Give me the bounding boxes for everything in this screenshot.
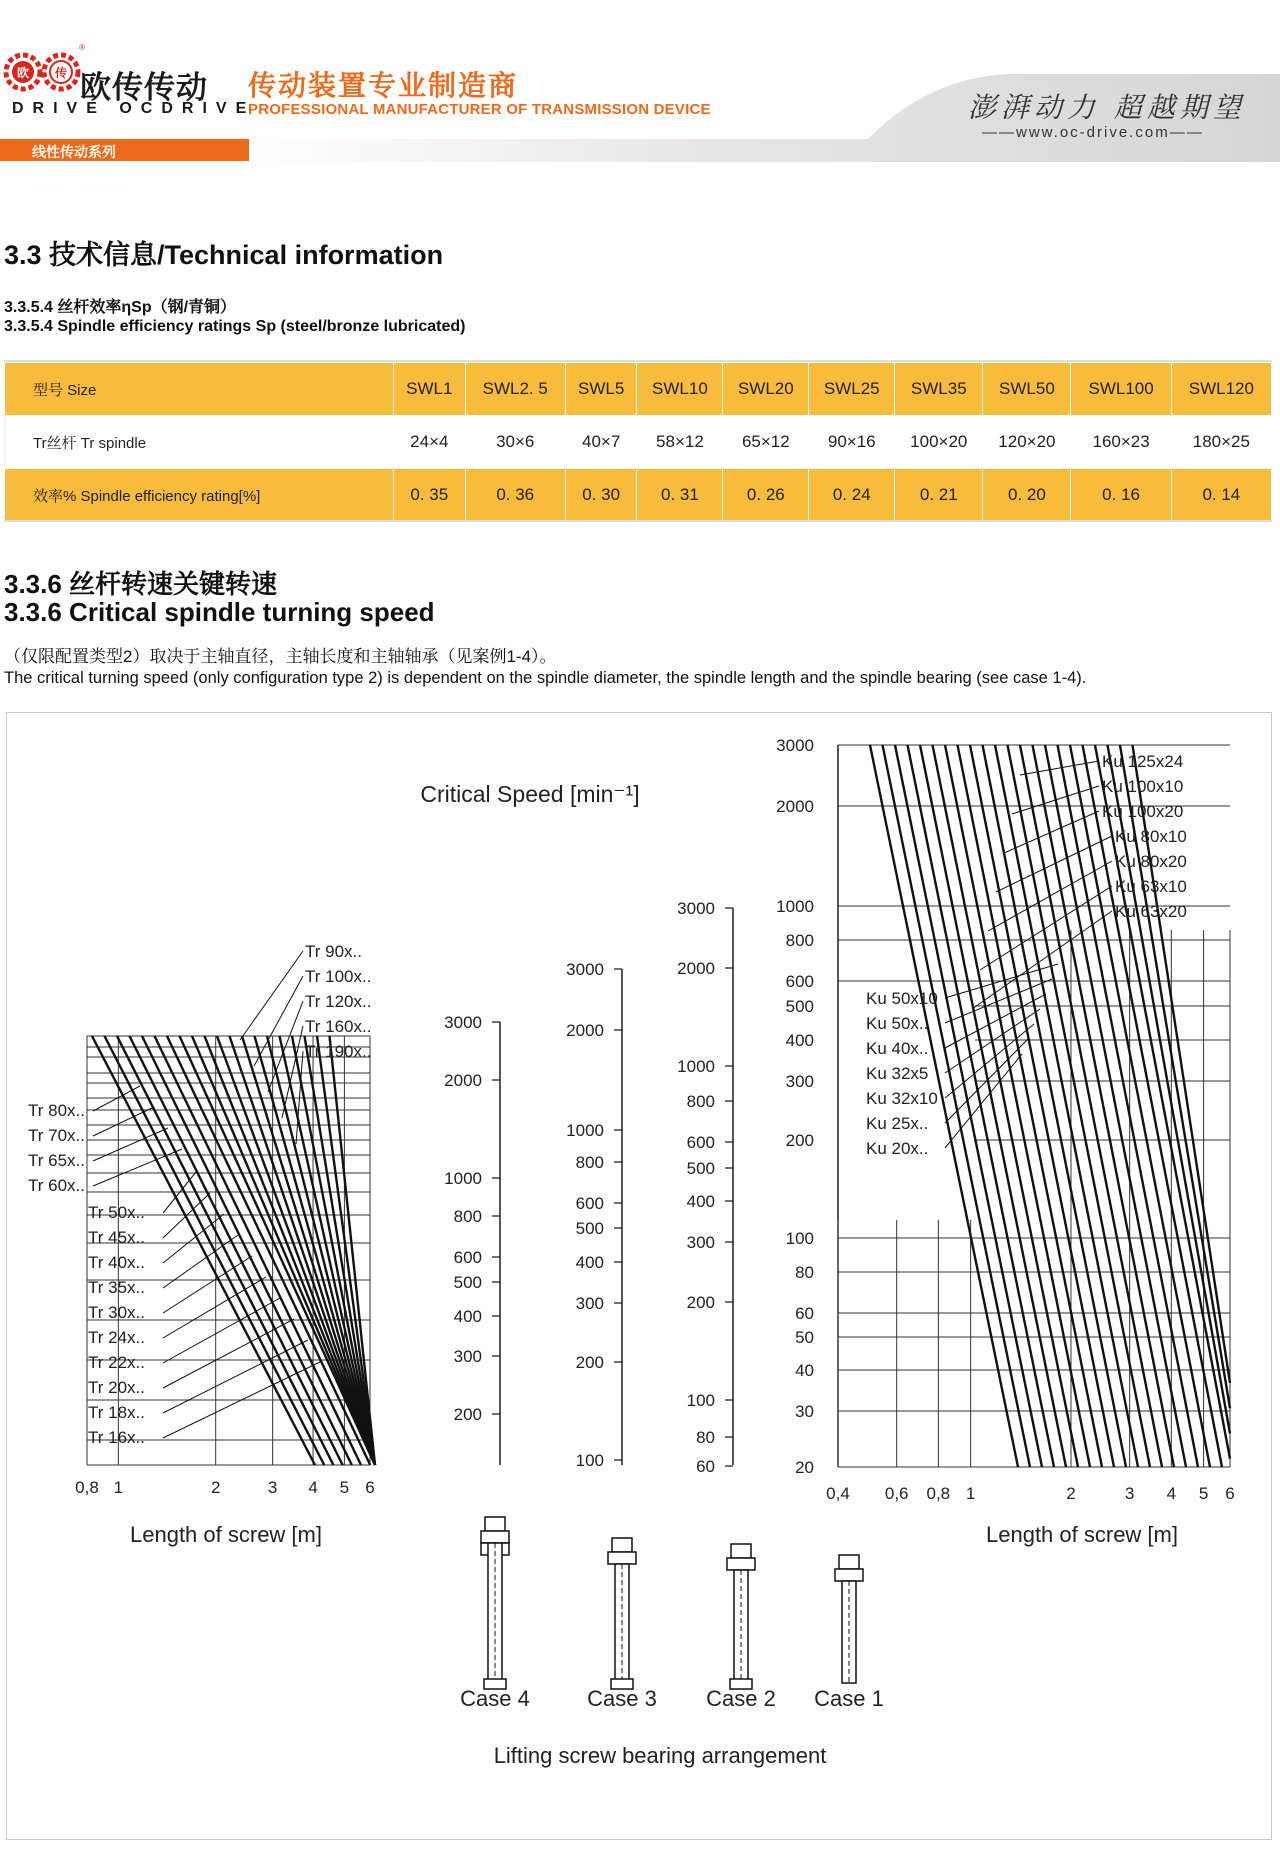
scale-case2-tick-label: 3000	[677, 899, 715, 918]
x-tick-label: 0,8	[75, 1478, 99, 1497]
x-tick-label: 5	[1198, 1484, 1209, 1503]
series-label: Tr 22x..	[88, 1353, 145, 1372]
y-tick-label: 300	[785, 1072, 814, 1091]
size-cell: SWL10	[637, 363, 723, 416]
series-label: Tr 190x..	[305, 1042, 372, 1061]
size-cell: SWL5	[565, 363, 637, 416]
brand-name-en: DRIVE OCDRIVE	[12, 100, 256, 117]
row-label-spindle: Tr丝杆 Tr spindle	[5, 416, 394, 469]
series-label: 线性传动系列	[32, 144, 116, 160]
y-tick-label: 3000	[776, 736, 814, 755]
slogan-en: PROFESSIONAL MANUFACTURER OF TRANSMISSION DEVICE	[248, 101, 711, 118]
row-label-size: 型号 Size	[5, 363, 394, 416]
scale-case4-tick-label: 800	[453, 1207, 482, 1226]
spindle-cell: 24×4	[394, 416, 466, 469]
leader-line	[93, 1107, 154, 1136]
spindle-cell: 160×23	[1071, 416, 1171, 469]
x-tick-label: 2	[1066, 1484, 1076, 1503]
x-tick-label: 3	[267, 1478, 278, 1497]
scale-case4-tick-label: 1000	[444, 1169, 482, 1188]
series-label: Ku 63x10	[1115, 877, 1187, 896]
series-label: Tr 30x..	[88, 1303, 145, 1322]
series-label: Ku 100x10	[1102, 777, 1184, 796]
y-tick-label: 600	[785, 972, 814, 991]
series-line	[205, 1036, 376, 1465]
series-label: Ku 80x10	[1115, 827, 1187, 846]
case-label: Case 4	[460, 1686, 530, 1711]
left-chart	[28, 942, 375, 1497]
efficiency-cell: 0. 20	[983, 469, 1071, 522]
scale-case4-tick-label: 2000	[444, 1071, 482, 1090]
brand-name-cn: 欧传传动	[80, 70, 208, 105]
y-tick-label: 2000	[776, 797, 814, 816]
series-label: Ku 50x10	[866, 989, 938, 1008]
y-tick-label: 50	[795, 1328, 814, 1347]
series-line	[280, 1036, 376, 1465]
scale-case2-tick-label: 60	[696, 1457, 715, 1476]
leader-line	[163, 1298, 280, 1363]
series-line	[920, 745, 1066, 1467]
scale-case3-tick-label: 400	[575, 1253, 604, 1272]
series-label: Ku 63x20	[1115, 902, 1187, 921]
right-chart	[776, 736, 1235, 1503]
website-link[interactable]: ——www.oc-drive.com——	[982, 124, 1204, 141]
scale-case2-tick-label: 800	[686, 1092, 715, 1111]
section-title: 3.3 技术信息/Technical information	[4, 240, 444, 270]
x-tick-label: 0,6	[884, 1484, 909, 1503]
scale-case4-tick-label: 3000	[444, 1013, 482, 1032]
series-label: Tr 160x..	[305, 1017, 372, 1036]
bearing-housing-icon	[727, 1558, 755, 1570]
size-cell: SWL100	[1071, 363, 1171, 416]
critical-title-cn: 3.3.6 丝杆转速关键转速	[4, 569, 278, 599]
series-line	[105, 1036, 325, 1465]
series-label: Tr 70x..	[28, 1126, 85, 1145]
series-label: Ku 32x5	[866, 1064, 929, 1083]
series-label: Ku 40x..	[866, 1039, 929, 1058]
efficiency-cell: 0. 35	[394, 469, 466, 522]
leader-line	[1012, 786, 1099, 814]
series-label: Ku 32x10	[866, 1089, 938, 1108]
y-tick-label: 40	[795, 1361, 814, 1380]
logo-char-left: 欧	[16, 66, 30, 80]
scale-case2-tick-label: 100	[686, 1391, 715, 1410]
bearing-housing-icon	[608, 1552, 636, 1564]
slogan-cn: 传动装置专业制造商	[248, 70, 519, 101]
leader-line	[163, 1256, 252, 1313]
scale-case3-tick-label: 500	[575, 1219, 604, 1238]
subsection-title-en: 3.3.5.4 Spindle efficiency ratings Sp (steel/bronze lubricated)	[4, 318, 466, 335]
size-cell: SWL20	[723, 363, 809, 416]
series-line	[292, 1036, 375, 1465]
scale-case3-tick-label: 800	[575, 1153, 604, 1172]
size-cell: SWL2. 5	[465, 363, 565, 416]
svg-text:®: ®	[79, 43, 85, 52]
left-xlabel: Length of screw [m]	[130, 1522, 322, 1547]
spindle-cell: 65×12	[723, 416, 809, 469]
right-xlabel: Length of screw [m]	[986, 1522, 1178, 1547]
series-label: Tr 60x..	[28, 1176, 85, 1195]
scale-case4-tick-label: 600	[453, 1248, 482, 1267]
series-line	[933, 745, 1079, 1467]
x-tick-label: 1	[113, 1478, 124, 1497]
scale-case3-tick-label: 3000	[566, 960, 604, 979]
scale-case4-tick-label: 300	[453, 1347, 482, 1366]
bearing-top-icon	[612, 1538, 632, 1552]
series-line	[130, 1036, 343, 1465]
x-tick-label: 0,4	[826, 1484, 850, 1503]
critical-desc-cn: （仅限配置类型2）取决于主轴直径，主轴长度和主轴轴承（见案例1-4）。	[4, 647, 557, 666]
leader-line	[163, 1277, 266, 1338]
leader-line	[93, 1128, 168, 1161]
spindle-cell: 120×20	[983, 416, 1071, 469]
series-label: Tr 100x..	[305, 967, 372, 986]
scale-case3-tick-label: 1000	[566, 1121, 604, 1140]
scale-case3-tick-label: 600	[575, 1194, 604, 1213]
y-tick-label: 400	[785, 1031, 814, 1050]
y-tick-label: 1000	[776, 897, 814, 916]
efficiency-cell: 0. 21	[895, 469, 983, 522]
case-label: Case 3	[587, 1686, 657, 1711]
bearing-housing-icon	[481, 1531, 509, 1543]
scale-case2-tick-label: 200	[686, 1293, 715, 1312]
series-label: Tr 18x..	[88, 1403, 145, 1422]
bearing-top-icon	[485, 1517, 505, 1531]
critical-title-en: 3.3.6 Critical spindle turning speed	[4, 597, 435, 627]
bearing-scales	[444, 899, 733, 1476]
scale-case2-tick-label: 500	[686, 1159, 715, 1178]
row-label-efficiency: 效率% Spindle efficiency rating[%]	[5, 469, 394, 522]
leader-line	[163, 1214, 224, 1263]
series-line	[117, 1036, 333, 1465]
x-tick-label: 1	[965, 1484, 976, 1503]
logo-char-right: 传	[54, 66, 68, 80]
bearing-case-1	[814, 1555, 884, 1711]
efficiency-cell: 0. 36	[465, 469, 565, 522]
website-text: www.oc-drive.com	[1016, 124, 1170, 141]
series-label: Ku 25x..	[866, 1114, 929, 1133]
spindle-cell: 58×12	[637, 416, 723, 469]
scale-case2-tick-label: 400	[686, 1192, 715, 1211]
spindle-cell: 90×16	[809, 416, 895, 469]
series-label: Ku 80x20	[1115, 852, 1187, 871]
x-tick-label: 6	[365, 1478, 375, 1497]
x-tick-label: 2	[210, 1478, 221, 1497]
y-tick-label: 100	[785, 1229, 814, 1248]
scale-case4-tick-label: 200	[453, 1405, 482, 1424]
scale-case2-tick-label: 2000	[677, 959, 715, 978]
series-label: Tr 20x..	[88, 1378, 145, 1397]
series-line	[155, 1036, 362, 1465]
subsection-title-cn: 3.3.5.4 丝杆效率ηSp（钢/青铜）	[4, 299, 237, 316]
spindle-cell: 180×25	[1171, 416, 1271, 469]
efficiency-cell: 0. 14	[1171, 469, 1271, 522]
series-label: Tr 35x..	[88, 1278, 145, 1297]
scale-case3-tick-label: 300	[575, 1294, 604, 1313]
bearing-case-4	[460, 1517, 530, 1711]
scale-case3-tick-label: 2000	[566, 1021, 604, 1040]
bearing-top-icon	[731, 1544, 751, 1558]
scale-case3-tick-label: 200	[575, 1353, 604, 1372]
case-label: Case 2	[706, 1686, 776, 1711]
bearing-top-icon	[839, 1555, 859, 1569]
series-label: Tr 45x..	[88, 1228, 145, 1247]
efficiency-cell: 0. 24	[809, 469, 895, 522]
case-label: Case 1	[814, 1686, 884, 1711]
bearing-case-3	[587, 1538, 657, 1711]
series-label: Ku 100x20	[1102, 802, 1184, 821]
x-tick-label: 4	[1166, 1484, 1177, 1503]
bearing-case-2	[706, 1544, 776, 1711]
size-cell: SWL50	[983, 363, 1071, 416]
series-line	[242, 1036, 375, 1465]
series-label: Tr 65x..	[28, 1151, 85, 1170]
chart-title: Critical Speed [min⁻¹]	[420, 781, 640, 807]
y-tick-label: 30	[795, 1402, 814, 1421]
y-tick-label: 20	[795, 1458, 814, 1477]
series-label: Tr 120x..	[305, 992, 372, 1011]
efficiency-cell: 0. 30	[565, 469, 637, 522]
scale-case4-tick-label: 400	[453, 1307, 482, 1326]
series-label: Tr 50x..	[88, 1203, 145, 1222]
critical-desc-en: The critical turning speed (only configuration type 2) is dependent on the spindle diameter, the spindle length and the spindle bearing (see case 1-4).	[4, 669, 1087, 687]
x-tick-label: 6	[1225, 1484, 1235, 1503]
scale-case4-tick-label: 500	[453, 1273, 482, 1292]
y-tick-label: 800	[785, 931, 814, 950]
x-tick-label: 0,8	[926, 1484, 951, 1503]
scale-case2-tick-label: 600	[686, 1133, 715, 1152]
leader-line	[996, 836, 1112, 892]
y-tick-label: 60	[795, 1304, 814, 1323]
spindle-cell: 100×20	[895, 416, 983, 469]
y-tick-label: 80	[795, 1263, 814, 1282]
spindle-cell: 30×6	[465, 416, 565, 469]
y-tick-label: 500	[785, 997, 814, 1016]
x-tick-label: 5	[339, 1478, 350, 1497]
size-cell: SWL1	[394, 363, 466, 416]
series-label: Ku 125x24	[1102, 752, 1184, 771]
series-label: Tr 80x..	[28, 1101, 85, 1120]
y-tick-label: 200	[785, 1131, 814, 1150]
scale-case2-tick-label: 1000	[677, 1057, 715, 1076]
motto: 澎湃动力 超越期望	[968, 91, 1246, 124]
x-tick-label: 4	[308, 1478, 318, 1497]
size-cell: SWL35	[895, 363, 983, 416]
efficiency-cell: 0. 26	[723, 469, 809, 522]
scale-case3-tick-label: 100	[575, 1451, 604, 1470]
series-line	[92, 1036, 315, 1465]
bearing-housing-icon	[835, 1569, 863, 1581]
bearing-cases	[460, 1517, 884, 1711]
x-tick-label: 3	[1124, 1484, 1135, 1503]
series-label: Ku 20x..	[866, 1139, 929, 1158]
series-label: Tr 24x..	[88, 1328, 145, 1347]
efficiency-cell: 0. 31	[637, 469, 723, 522]
series-label: Tr 90x..	[305, 942, 362, 961]
bearing-caption: Lifting screw bearing arrangement	[493, 1743, 827, 1768]
scale-case2-tick-label: 80	[696, 1428, 715, 1447]
spindle-cell: 40×7	[565, 416, 637, 469]
scale-case2-tick-label: 300	[686, 1233, 715, 1252]
leader-line	[163, 1319, 294, 1388]
efficiency-cell: 0. 16	[1071, 469, 1171, 522]
series-label: Tr 40x..	[88, 1253, 145, 1272]
series-label: Tr 16x..	[88, 1428, 145, 1447]
size-cell: SWL120	[1171, 363, 1271, 416]
series-line	[1108, 745, 1231, 1433]
series-label: Ku 50x..	[866, 1014, 929, 1033]
size-cell: SWL25	[809, 363, 895, 416]
